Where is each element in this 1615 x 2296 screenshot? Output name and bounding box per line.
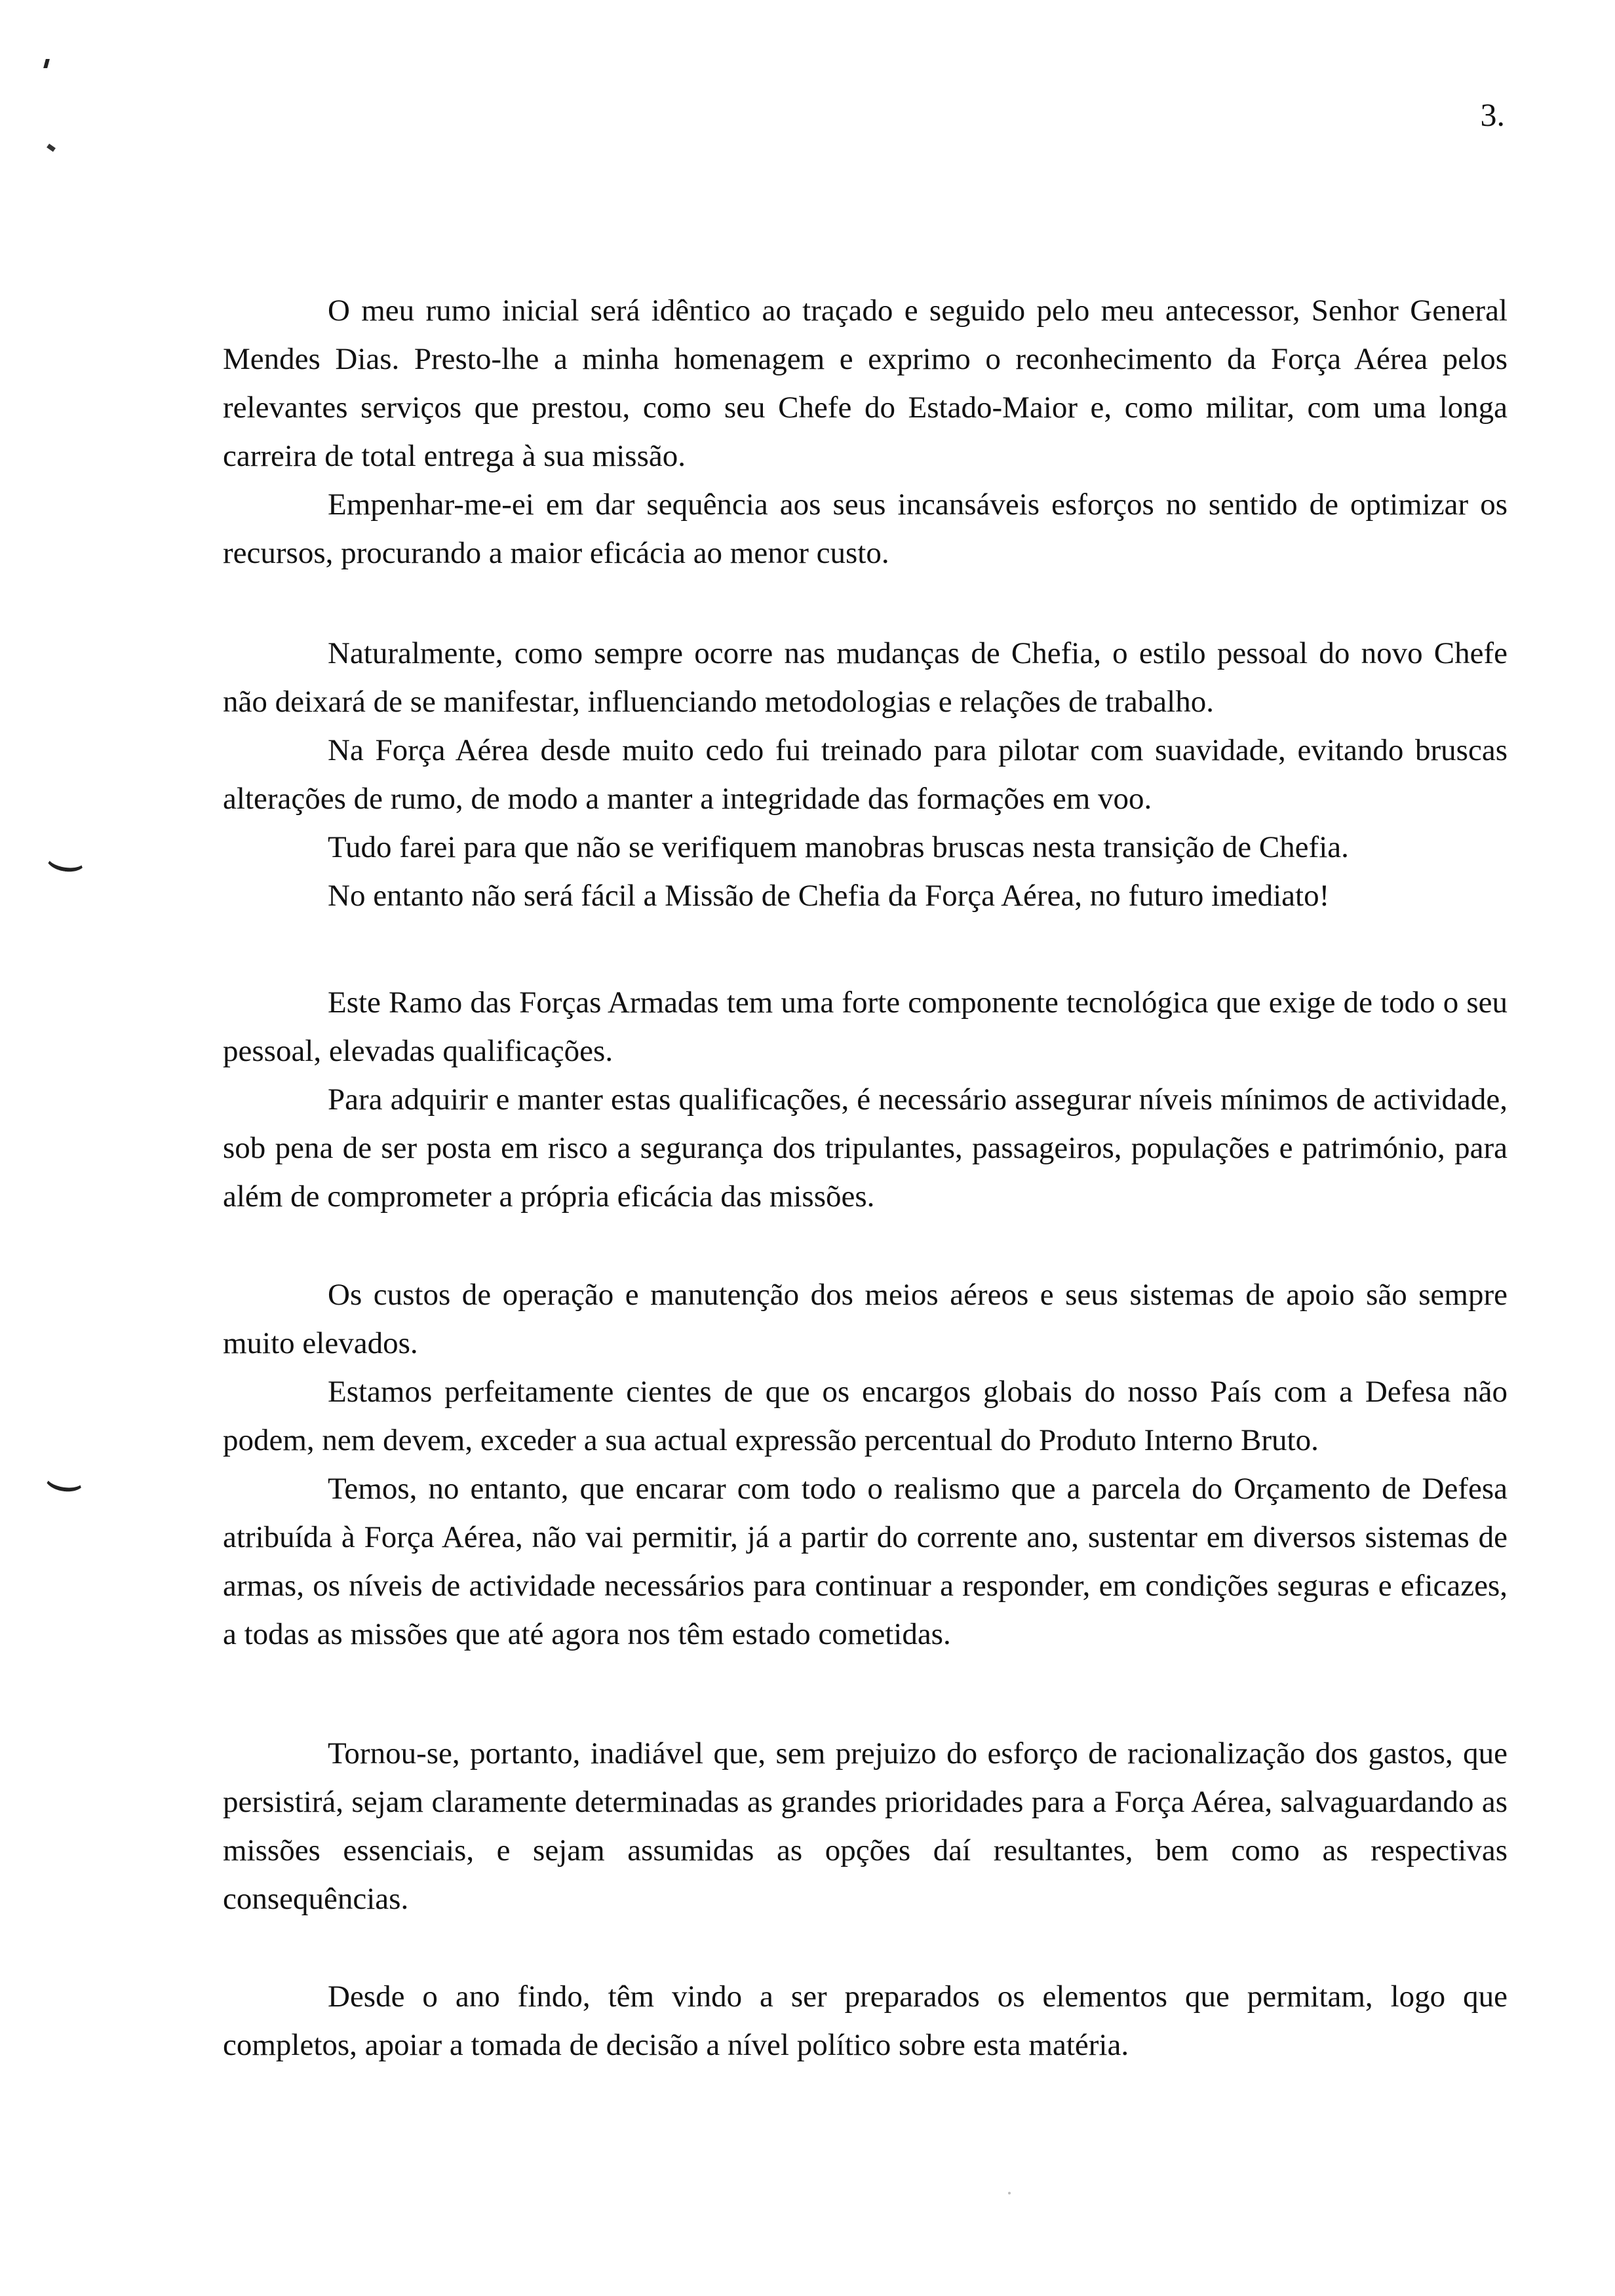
paragraph: O meu rumo inicial será idêntico ao traçado e seguido pelo meu antecessor, Senhor General Mendes Dias. Presto-lhe a minha homenagem e exprimo o reconhecimento da Força Aérea pelos relevantes serviços que prestou, como seu Chefe do Estado-Maior e, como militar, com uma longa carreira de total entrega à sua missão.: [223, 294, 1508, 473]
paragraph: Este Ramo das Forças Armadas tem uma forte componente tecnológica que exige de todo o seu pessoal, elevadas qualificações.: [223, 985, 1508, 1068]
paragraph: Para adquirir e manter estas qualificações, é necessário assegurar níveis mínimos de actividade, sob pena de ser posta em risco a segurança dos tripulantes, passageiros, populações e património, para além de comprometer a própria eficácia das missões.: [223, 1082, 1508, 1214]
text-section-decisao: [223, 1972, 1508, 2069]
text-section-prioridades: [223, 1729, 1508, 1923]
text-section-chefia: [223, 629, 1508, 920]
paragraph: No entanto não será fácil a Missão de Chefia da Força Aérea, no futuro imediato!: [328, 879, 1330, 913]
binder-hole-mark: [43, 1464, 87, 1494]
paragraph: Temos, no entanto, que encarar com todo o realismo que a parcela do Orçamento de Defesa atribuída à Força Aérea, não vai permitir, já a partir do corrente ano, sustentar em diversos sistemas de armas, os níveis de actividade necessários para continuar a responder, em condições seguras e eficazes, a todas as missões que até agora nos têm estado cometidas.: [223, 1472, 1508, 1651]
text-section-custos: [223, 1271, 1508, 1658]
page-number: 3.: [1480, 96, 1505, 133]
paragraph: Desde o ano findo, têm vindo a ser preparados os elementos que permitam, logo que completos, apoiar a tomada de decisão a nível político sobre esta matéria.: [223, 1980, 1508, 2062]
paragraph: Empenhar-me-ei em dar sequência aos seus incansáveis esforços no sentido de optimizar os recursos, procurando a maior eficácia ao menor custo.: [223, 488, 1508, 570]
text-section-rumo: [223, 286, 1508, 577]
binder-hole-mark: [45, 844, 88, 874]
scan-mark-tick: [47, 144, 56, 152]
paragraph: Na Força Aérea desde muito cedo fui treinado para pilotar com suavidade, evitando bruscas alterações de rumo, de modo a manter a integridade das formações em voo.: [223, 733, 1508, 816]
scan-mark-dot: [43, 59, 50, 68]
paragraph: Tudo farei para que não se verifiquem manobras bruscas nesta transição de Chefia.: [328, 830, 1349, 864]
paragraph: Tornou-se, portanto, inadiável que, sem prejuizo do esforço de racionalização dos gastos, que persistirá, sejam claramente determinadas as grandes prioridades para a Força Aérea, salvaguardando as missões essenciais, e sejam assumidas as opções daí resultantes, bem como as respectivas consequências.: [223, 1736, 1508, 1916]
text-section-qualificacoes: [223, 978, 1508, 1221]
scan-speck: [1008, 2192, 1011, 2194]
paragraph: Os custos de operação e manutenção dos meios aéreos e seus sistemas de apoio são sempre muito elevados.: [223, 1278, 1508, 1360]
paragraph: Estamos perfeitamente cientes de que os encargos globais do nosso País com a Defesa não podem, nem devem, exceder a sua actual expressão percentual do Produto Interno Bruto.: [223, 1375, 1508, 1457]
paragraph: Naturalmente, como sempre ocorre nas mudanças de Chefia, o estilo pessoal do novo Chefe não deixará de se manifestar, influenciando metodologias e relações de trabalho.: [223, 636, 1508, 719]
